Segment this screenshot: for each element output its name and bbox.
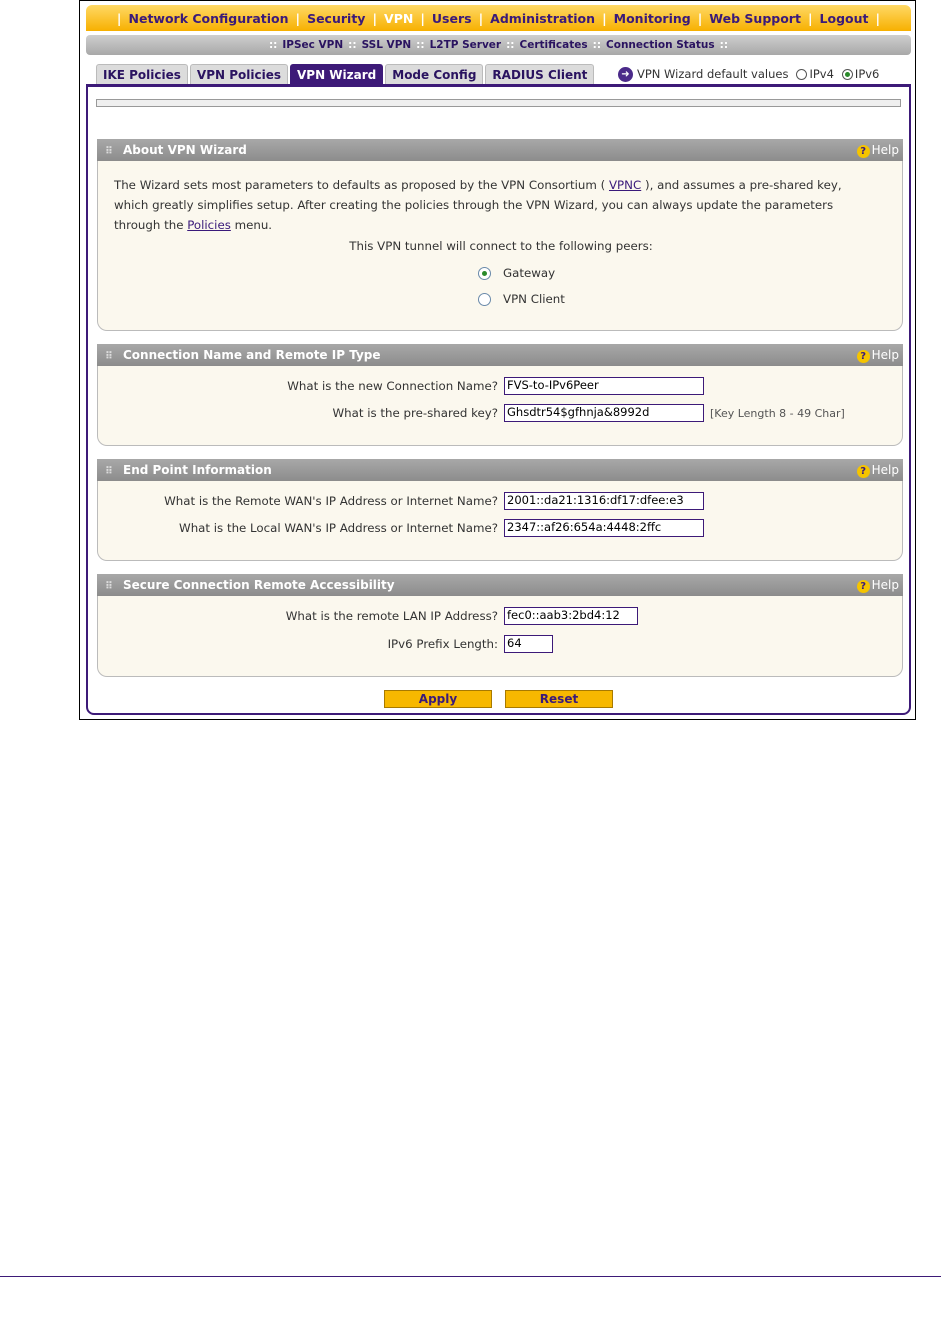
subnav-connection-status[interactable]: Connection Status <box>606 39 715 51</box>
tab-vpn-wizard[interactable]: VPN Wizard <box>290 64 383 84</box>
subnav-separator: :: <box>268 39 278 51</box>
about-description: The Wizard sets most parameters to defaults as proposed by the VPN Consortium ( VPNC ), and assumes a pre-shared key, which greatly simplifies setup. After creating the policies through the VPN Wizard, you can always update the parameters through the Policies menu. <box>114 178 842 232</box>
vpn-client-label: VPN Client <box>503 292 565 306</box>
ipv6-radio[interactable] <box>842 69 853 80</box>
nav-vpn[interactable]: VPN <box>384 10 414 26</box>
gateway-radio[interactable] <box>478 267 491 280</box>
about-section-title: About VPN Wizard <box>123 143 247 157</box>
nav-separator: | <box>116 10 122 26</box>
grip-icon: ⠿ <box>105 351 113 362</box>
nav-separator: | <box>478 10 484 26</box>
preshared-key-input[interactable]: Ghsdtr54$gfhnja&8992d <box>504 404 704 422</box>
ipv6-label: IPv6 <box>854 67 880 81</box>
grip-icon: ⠿ <box>105 581 113 592</box>
connection-name-label: What is the new Connection Name? <box>287 379 498 393</box>
wizard-defaults-label: VPN Wizard default values <box>637 67 789 81</box>
preshared-key-label: What is the pre-shared key? <box>332 406 498 420</box>
tab-bar <box>96 64 596 84</box>
subnav-certificates[interactable]: Certificates <box>519 39 588 51</box>
peers-label: This VPN tunnel will connect to the following peers: <box>349 239 653 253</box>
ipv4-label: IPv4 <box>809 67 834 81</box>
connection-help-link[interactable]: ? Help <box>857 344 899 366</box>
about-help-link[interactable]: ? Help <box>857 139 899 161</box>
subnav-separator: :: <box>416 39 425 51</box>
connection-section-title: Connection Name and Remote IP Type <box>123 348 381 362</box>
remote-wan-label: What is the Remote WAN's IP Address or Internet Name? <box>164 494 498 508</box>
tab-mode-config[interactable]: Mode Config <box>385 64 483 84</box>
sub-navigation <box>86 35 911 55</box>
remote-lan-label: What is the remote LAN IP Address? <box>285 609 498 623</box>
gateway-label: Gateway <box>503 266 556 280</box>
local-wan-input[interactable]: 2347::af26:654a:4448:2ffc <box>504 519 704 537</box>
apply-button[interactable]: Apply <box>384 690 492 708</box>
vpnc-link[interactable]: VPNC <box>608 178 642 192</box>
gateway-option[interactable] <box>478 266 555 280</box>
progress-bar <box>96 99 901 107</box>
wizard-defaults <box>618 64 879 84</box>
endpoint-section-title: End Point Information <box>123 463 272 477</box>
remote-access-section-header <box>97 574 903 596</box>
nav-security[interactable]: Security <box>307 10 366 26</box>
remote-lan-input[interactable]: fec0::aab3:2bd4:12 <box>504 607 638 625</box>
nav-administration[interactable]: Administration <box>490 10 596 26</box>
tab-vpn-policies[interactable]: VPN Policies <box>190 64 288 84</box>
top-navigation <box>86 5 911 31</box>
about-section-header <box>97 139 903 161</box>
reset-button[interactable]: Reset <box>505 690 613 708</box>
subnav-ipsec-vpn[interactable]: IPSec VPN <box>282 39 344 51</box>
tab-ike-policies[interactable]: IKE Policies <box>96 64 188 84</box>
nav-separator: | <box>807 10 813 26</box>
nav-separator: | <box>372 10 378 26</box>
remote-access-section-title: Secure Connection Remote Accessibility <box>123 578 395 592</box>
nav-separator: | <box>697 10 703 26</box>
subnav-separator: :: <box>719 39 729 51</box>
subnav-separator: :: <box>506 39 515 51</box>
help-icon: ? <box>857 580 870 593</box>
connection-section-body <box>97 366 903 446</box>
remote-access-help-link[interactable]: ? Help <box>857 574 899 596</box>
local-wan-label: What is the Local WAN's IP Address or Internet Name? <box>179 521 498 535</box>
arrow-right-icon[interactable]: ➜ <box>618 67 633 82</box>
nav-separator: | <box>420 10 425 26</box>
nav-separator: | <box>295 10 301 26</box>
subnav-l2tp-server[interactable]: L2TP Server <box>429 39 502 51</box>
subnav-separator: :: <box>592 39 602 51</box>
nav-separator: | <box>602 10 607 26</box>
nav-web-support[interactable]: Web Support <box>709 10 801 26</box>
nav-separator: | <box>875 10 881 26</box>
endpoint-section-header <box>97 459 903 481</box>
tab-radius-client[interactable]: RADIUS Client <box>485 64 594 84</box>
grip-icon: ⠿ <box>105 466 113 477</box>
router-admin-frame <box>79 0 916 720</box>
policies-link[interactable]: Policies <box>187 218 231 232</box>
remote-wan-input[interactable]: 2001::da21:1316:df17:dfee:e3 <box>504 492 704 510</box>
prefix-length-label: IPv6 Prefix Length: <box>387 637 498 651</box>
subnav-ssl-vpn[interactable]: SSL VPN <box>361 39 412 51</box>
wizard-panel <box>86 84 911 715</box>
subnav-separator: :: <box>348 39 357 51</box>
vpn-client-option[interactable] <box>478 292 565 306</box>
help-icon: ? <box>857 145 870 158</box>
vpn-client-radio[interactable] <box>478 293 491 306</box>
endpoint-help-link[interactable]: ? Help <box>857 459 899 481</box>
nav-logout[interactable]: Logout <box>819 10 869 26</box>
nav-network-configuration[interactable]: Network Configuration <box>128 10 289 26</box>
nav-monitoring[interactable]: Monitoring <box>613 10 691 26</box>
nav-users[interactable]: Users <box>431 10 472 26</box>
key-length-hint: [Key Length 8 - 49 Char] <box>710 407 845 420</box>
endpoint-section-body <box>97 481 903 561</box>
help-icon: ? <box>857 350 870 363</box>
remote-access-section-body <box>97 596 903 677</box>
about-section-body <box>97 161 903 331</box>
connection-name-input[interactable]: FVS-to-IPv6Peer <box>504 377 704 395</box>
prefix-length-input[interactable]: 64 <box>504 635 553 653</box>
connection-section-header <box>97 344 903 366</box>
grip-icon: ⠿ <box>105 146 113 157</box>
ipv4-radio[interactable] <box>796 69 807 80</box>
page-footer-rule <box>0 1276 941 1277</box>
help-icon: ? <box>857 465 870 478</box>
